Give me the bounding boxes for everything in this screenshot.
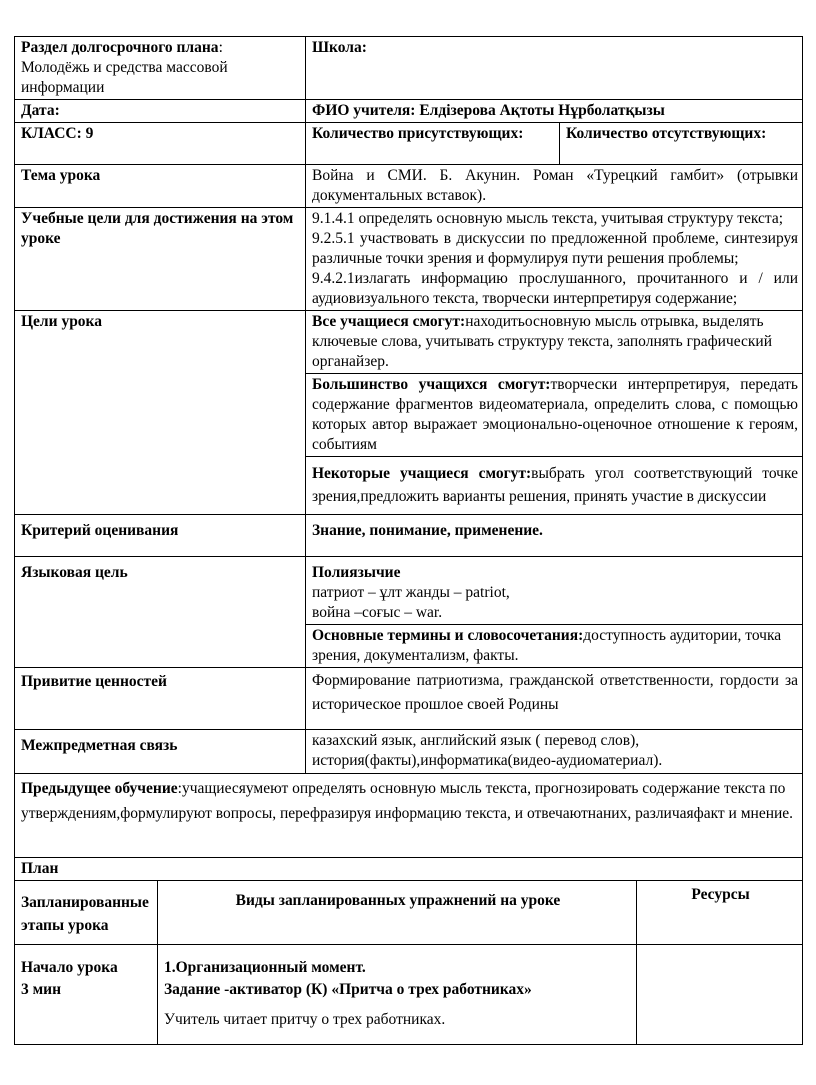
stage-cell bbox=[15, 945, 158, 1045]
topic-value: Война и СМИ. Б. Акунин. Роман «Турецкий гамбит» (отрывки документальных вставок). bbox=[312, 167, 798, 204]
lesson-goals-label-cell bbox=[15, 311, 306, 515]
goals-some bbox=[306, 456, 802, 514]
stage-title: 1.Организационный момент. bbox=[164, 959, 366, 976]
plan-col-exercises bbox=[158, 881, 637, 945]
stage-text: Учитель читает притчу о трех работниках. bbox=[164, 1011, 446, 1028]
learning-goals-label: Учебные цели для достижения на этом уроке bbox=[21, 210, 294, 247]
values-row bbox=[15, 668, 803, 730]
date-row bbox=[15, 100, 803, 123]
cross-cell bbox=[306, 730, 803, 774]
topic-label: Тема урока bbox=[21, 167, 101, 184]
polylingual-label: Полиязычие bbox=[312, 564, 401, 581]
criteria-row bbox=[15, 515, 803, 557]
cross-row bbox=[15, 730, 803, 774]
goals-all bbox=[312, 312, 798, 373]
stage-time: 3 мин bbox=[21, 981, 62, 998]
section-label: Раздел долгосрочного плана bbox=[21, 39, 219, 56]
present-cell bbox=[306, 123, 560, 165]
previous-row bbox=[15, 774, 803, 858]
plan-col2: Виды запланированных упражнений на уроке bbox=[235, 892, 561, 909]
goals-some-text: выбрать угол соответствующий точке зрения,предложить варианты решения, принять участие в дискуссии bbox=[312, 465, 799, 505]
values-value: Формирование патриотизма, гражданской ответственности, гордости за историческое прошлое своей Родины bbox=[312, 672, 798, 713]
plan-row bbox=[15, 858, 803, 881]
goals-all-text: находитьосновную мысль отрывка, выделять ключевые слова, учитывать структуру текста, заполнять графический органайзер. bbox=[312, 313, 772, 370]
goals-all-label: Все учащиеся смогут: bbox=[312, 313, 466, 330]
language-row bbox=[15, 557, 803, 668]
terms-text: доступность аудитории, точка зрения, документализм, факты. bbox=[312, 627, 782, 664]
stage-name: Начало урока bbox=[21, 959, 118, 976]
criteria-value: Знание, понимание, применение. bbox=[312, 522, 543, 539]
learning-goal-item: 9.1.4.1 определять основную мысль текста, учитывая структуру текста; bbox=[312, 210, 784, 227]
goals-most-text: творчески интерпретируя, передать содержание фрагментов видеоматериала, определить слова, с помощью которых автор выражает эмоционально-оценочное отношение к героям, событиям bbox=[312, 376, 798, 453]
plan-col3: Ресурсы bbox=[691, 886, 750, 903]
values-label: Привитие ценностей bbox=[21, 673, 167, 690]
polylingual-line: война –соғыс – war. bbox=[312, 604, 443, 621]
class-label: КЛАСС: 9 bbox=[21, 125, 94, 142]
topic-label-cell bbox=[15, 165, 306, 208]
cross-label: Межпредметная связь bbox=[21, 737, 178, 754]
polylingual-block bbox=[312, 563, 798, 624]
stage-resources-cell bbox=[637, 945, 803, 1045]
learning-goals-cell bbox=[306, 208, 803, 311]
terms-block bbox=[306, 624, 802, 667]
previous-cell bbox=[15, 774, 803, 858]
values-cell bbox=[306, 668, 803, 730]
terms-label: Основные термины и словосочетания: bbox=[312, 627, 584, 644]
class-cell bbox=[15, 123, 306, 165]
criteria-value-cell bbox=[306, 515, 803, 557]
topic-row bbox=[15, 165, 803, 208]
language-cell bbox=[306, 557, 803, 668]
school-cell bbox=[306, 37, 803, 100]
plan-stage-row bbox=[15, 945, 803, 1045]
teacher-cell bbox=[306, 100, 803, 123]
cross-line: казахский язык, английский язык ( перевод слов), bbox=[312, 732, 640, 749]
absent-label: Количество отсутствующих: bbox=[566, 125, 767, 142]
section-colon: : bbox=[218, 39, 223, 56]
plan-cell bbox=[15, 858, 803, 881]
criteria-label: Критерий оценивания bbox=[21, 522, 179, 539]
school-label: Школа: bbox=[312, 39, 367, 56]
lesson-plan-document bbox=[14, 36, 802, 1045]
values-label-cell bbox=[15, 668, 306, 730]
plan-col1: Запланированные этапы урока bbox=[21, 894, 149, 934]
section-cell bbox=[15, 37, 306, 100]
lesson-goals-row bbox=[15, 311, 803, 515]
previous-text: :учащиесяумеют определять основную мысль текста, прогнозировать содержание текста по утверждениям,формулируют вопросы, перефразируя информацию текста, и отвечаютнаних, различаяфакт и мнение. bbox=[21, 780, 794, 822]
plan-col-stages bbox=[15, 881, 158, 945]
learning-goals-label-cell bbox=[15, 208, 306, 311]
class-row bbox=[15, 123, 803, 165]
lesson-plan-table bbox=[14, 36, 803, 1045]
topic-value-cell bbox=[306, 165, 803, 208]
teacher-label: ФИО учителя: Елдізерова Ақтоты Нұрболатқызы bbox=[312, 102, 665, 119]
stage-task: Задание -активатор (К) «Притча о трех работниках» bbox=[164, 981, 532, 998]
plan-label: План bbox=[21, 860, 59, 877]
cross-label-cell bbox=[15, 730, 306, 774]
date-cell bbox=[15, 100, 306, 123]
goals-most bbox=[306, 373, 802, 456]
lesson-goals-cell bbox=[306, 311, 803, 515]
learning-goal-item: 9.2.5.1 участвовать в дискуссии по предложенной проблеме, синтезируя различные точки зрения и формулируя пути решения проблемы; bbox=[312, 230, 798, 267]
stage-exercise-cell bbox=[158, 945, 637, 1045]
language-label: Языковая цель bbox=[21, 564, 128, 581]
learning-goals-row bbox=[15, 208, 803, 311]
goals-some-label: Некоторые учащиеся смогут: bbox=[312, 465, 532, 482]
criteria-label-cell bbox=[15, 515, 306, 557]
previous-label: Предыдущее обучение bbox=[21, 780, 178, 797]
absent-cell bbox=[560, 123, 803, 165]
lesson-goals-label: Цели урока bbox=[21, 313, 103, 330]
section-value: Молодёжь и средства массовой информации bbox=[21, 59, 228, 96]
learning-goal-item: 9.4.2.1излагать информацию прослушанного, прочитанного и / или аудиовизуального текста, творчески интерпретируя содержание; bbox=[312, 270, 798, 307]
polylingual-line: патриот – ұлт жанды – patriot, bbox=[312, 584, 510, 601]
goals-most-label: Большинство учащихся смогут: bbox=[312, 376, 551, 393]
section-row bbox=[15, 37, 803, 100]
plan-col-resources bbox=[637, 881, 803, 945]
date-label: Дата: bbox=[21, 102, 60, 119]
plan-columns-row bbox=[15, 881, 803, 945]
cross-line: история(факты),информатика(видео-аудиоматериал). bbox=[312, 752, 663, 769]
language-label-cell bbox=[15, 557, 306, 668]
present-label: Количество присутствующих: bbox=[312, 125, 524, 142]
